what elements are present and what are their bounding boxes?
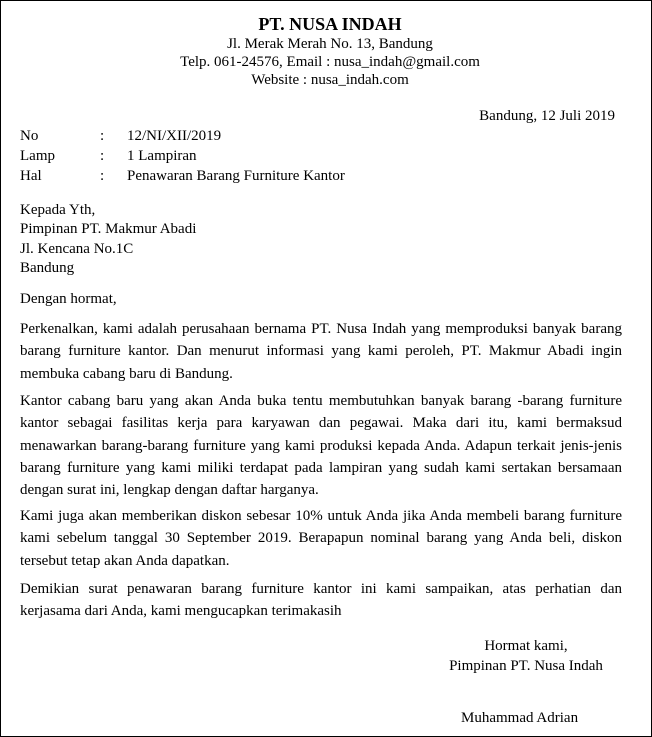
meta-row-number	[20, 126, 345, 146]
closing-title: Pimpinan PT. Nusa Indah	[449, 658, 603, 674]
body-paragraph: Kantor cabang baru yang akan Anda buka tentu membutuhkan banyak barang -barang furniture kantor sebagai fasilitas kerja para karyawan dan pegawai. Maka dari itu, kami bermaksud menawarkan barang-barang furniture yang kami produksi kepada Anda. Adapun terkait jenis-jenis barang furniture yang kami miliki terdapat pada lampiran yang sudah kami sertakan bersamaan dengan surat ini, lengkap dengan daftar harganya.	[20, 393, 622, 499]
company-contact: Telp. 061-24576, Email : nusa_indah@gmail.com	[180, 54, 480, 70]
meta-value: 12/NI/XII/2019	[127, 128, 222, 144]
letter-meta	[20, 126, 345, 186]
body-paragraph: Kami juga akan memberikan diskon sebesar 10% untuk Anda jika Anda membeli barang furniture kami sebelum tanggal 30 September 2019. Berapapun nominal barang yang Anda beli, diskon tersebut tetap akan Anda dapatkan.	[20, 508, 622, 569]
meta-key: Hal	[20, 168, 42, 184]
meta-value: 1 Lampiran	[127, 148, 197, 164]
signer-name: Muhammad Adrian	[461, 710, 579, 726]
recipient-city: Bandung	[20, 259, 75, 276]
recipient-block	[20, 201, 196, 278]
meta-sep: :	[100, 128, 105, 144]
meta-sep: :	[100, 168, 105, 184]
meta-sep: :	[100, 148, 105, 164]
meta-row-attachment	[20, 146, 345, 166]
recipient-name: Pimpinan PT. Makmur Abadi	[20, 221, 197, 238]
meta-key: No	[20, 128, 39, 144]
place-date: Bandung, 12 Juli 2019	[479, 108, 615, 124]
meta-row-subject	[20, 166, 345, 186]
letterhead	[1, 13, 651, 89]
company-website: Website : nusa_indah.com	[251, 72, 409, 88]
meta-value: Penawaran Barang Furniture Kantor	[127, 168, 345, 184]
body-paragraph: Demikian surat penawaran barang furniture kantor ini kami sampaikan, atas perhatian dan kerjasama dari Anda, kami mengucapkan terimakasih	[20, 581, 622, 620]
closing-phrase: Hormat kami,	[484, 638, 568, 654]
meta-key: Lamp	[20, 148, 55, 164]
greeting: Dengan hormat,	[20, 291, 117, 307]
company-name: PT. NUSA INDAH	[258, 14, 402, 34]
recipient-salutation: Kepada Yth,	[20, 202, 96, 218]
body-paragraph: Perkenalkan, kami adalah perusahaan bernama PT. Nusa Indah yang memproduksi banyak barang barang furniture kantor. Dan menurut informasi yang kami peroleh, PT. Makmur Abadi ingin membuka cabang baru di Bandung.	[20, 321, 622, 382]
company-address: Jl. Merak Merah No. 13, Bandung	[227, 36, 433, 52]
recipient-street: Jl. Kencana No.1C	[20, 240, 134, 257]
closing-block	[416, 636, 636, 676]
